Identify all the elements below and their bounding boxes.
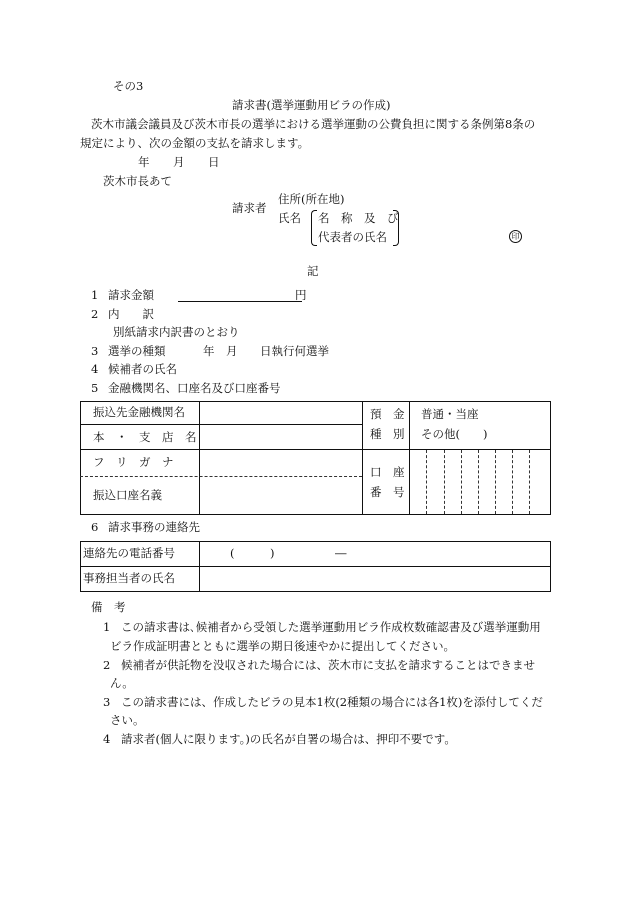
bank-name-label: 振込先金融機関名 xyxy=(93,405,185,419)
item-3-year: 年 xyxy=(203,344,215,358)
item-2-detail: 別紙請求内訳書のとおり xyxy=(113,325,240,339)
item-6-label: 請求事務の連絡先 xyxy=(108,520,200,534)
item-3-label: 選挙の種類 xyxy=(108,344,166,358)
remark-4-number: 4 xyxy=(103,732,111,746)
document-title: 請求書(選挙運動用ビラの作成) xyxy=(232,98,391,112)
bracket-left xyxy=(311,210,317,246)
remark-3-line-1: この請求書には、作成したビラの見本1枚(2種類の場合には各1枚)を添付してくだ xyxy=(121,695,543,709)
addressee: 茨木市長あて xyxy=(103,174,172,188)
deposit-type-option-2: その他( ) xyxy=(421,427,488,441)
item-3-day: 日執行何選挙 xyxy=(260,344,329,358)
intro-line-2: 規定により、次の金額の支払を請求します。 xyxy=(80,136,310,150)
remark-2-line-1: 候補者が供託物を没収された場合には、茨木市に支払を請求することはできませ xyxy=(121,658,535,672)
remark-1-line-2: ビラ作成証明書とともに選挙の期日後速やかに提出してください。 xyxy=(110,639,455,653)
item-3-month: 月 xyxy=(226,344,238,358)
bracket-line-2: 代表者の氏名 xyxy=(318,230,387,244)
remark-1-number: 1 xyxy=(103,620,111,634)
phone-label: 連絡先の電話番号 xyxy=(83,546,175,560)
item-1-unit: 円 xyxy=(295,288,307,302)
account-name-label: 振込口座名義 xyxy=(93,488,162,502)
name-label: 氏名 xyxy=(278,211,301,225)
remark-3-number: 3 xyxy=(103,695,111,709)
item-4-number: 4 xyxy=(91,362,99,376)
item-2-number: 2 xyxy=(91,307,99,321)
staff-name-label: 事務担当者の氏名 xyxy=(83,571,175,585)
item-5-number: 5 xyxy=(91,381,99,395)
item-4-label: 候補者の氏名 xyxy=(108,362,177,376)
ki-heading: 記 xyxy=(307,264,319,278)
address-label: 住所(所在地) xyxy=(278,192,345,206)
item-1-number: 1 xyxy=(91,288,99,302)
phone-paren-close: ) xyxy=(270,546,275,560)
seal-mark: 印 xyxy=(509,230,522,243)
amount-underline xyxy=(178,301,302,302)
date-month: 月 xyxy=(173,155,185,169)
remark-2-line-2: ん。 xyxy=(110,676,134,690)
remark-3-line-2: さい。 xyxy=(110,713,145,727)
claimant-label: 請求者 xyxy=(232,201,267,215)
date-day: 日 xyxy=(208,155,220,169)
remark-4-line-1: 請求者(個人に限ります。)の氏名が自署の場合は、押印不要です。 xyxy=(121,732,456,746)
branch-label: 本 ・ 支 店 名 xyxy=(93,430,197,444)
phone-dash: ― xyxy=(335,546,347,560)
item-3-number: 3 xyxy=(91,344,99,358)
remark-1-line-1: この請求書は､候補者から受領した選挙運動用ビラ作成枚数確認書及び選挙運動用 xyxy=(121,620,541,634)
deposit-type-label-2: 種 別 xyxy=(370,427,405,441)
remark-2-number: 2 xyxy=(103,658,111,672)
remarks-title: 備 考 xyxy=(91,600,126,614)
phone-paren-open: ( xyxy=(230,546,235,560)
item-1-label: 請求金額 xyxy=(108,288,154,302)
bracket-line-1: 名 称 及 び xyxy=(318,211,399,225)
date-year: 年 xyxy=(138,155,150,169)
deposit-type-option-1: 普通・当座 xyxy=(421,407,479,421)
furigana-label: フ リ ガ ナ xyxy=(93,455,174,469)
intro-line-1: 茨木市議会議員及び茨木市長の選挙における選挙運動の公費負担に関する条例第8条の xyxy=(91,117,536,131)
item-6-number: 6 xyxy=(91,520,99,534)
item-5-label: 金融機関名、口座名及び口座番号 xyxy=(108,381,281,395)
form-number: その3 xyxy=(113,79,144,93)
deposit-type-label-1: 預 金 xyxy=(370,407,405,421)
item-2-label: 内 訳 xyxy=(108,307,154,321)
account-number-label-2: 番 号 xyxy=(370,485,405,499)
account-number-label-1: 口 座 xyxy=(370,465,405,479)
